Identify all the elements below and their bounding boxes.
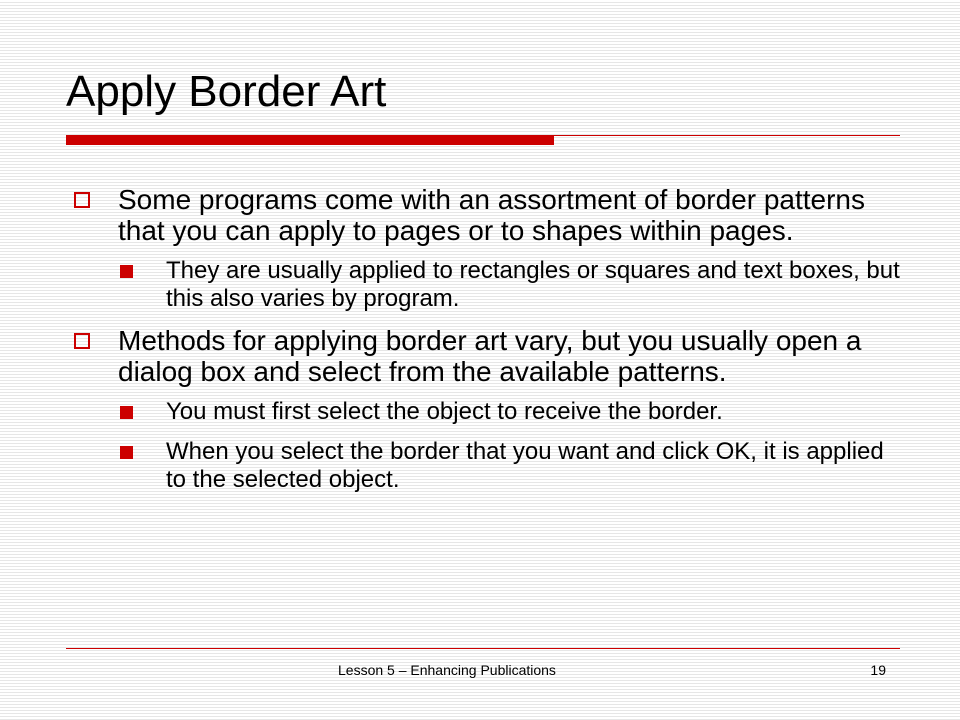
bullet-level2 <box>74 438 900 494</box>
hollow-square-bullet-icon <box>74 192 90 208</box>
filled-square-bullet-icon <box>120 265 133 278</box>
slide-content <box>74 184 900 506</box>
bullet-text: Some programs come with an assortment of border patterns that you can apply to pages or to shapes within pages. <box>118 184 866 246</box>
title-underline-thin <box>554 135 900 136</box>
filled-square-bullet-icon <box>120 406 133 419</box>
footer-text: Lesson 5 – Enhancing Publications <box>338 662 556 678</box>
title-underline-thick <box>66 135 554 145</box>
page-number: 19 <box>870 662 886 678</box>
filled-square-bullet-icon <box>120 446 133 459</box>
hollow-square-bullet-icon <box>74 333 90 349</box>
bullet-text: They are usually applied to rectangles or squares and text boxes, but this also varies by program. <box>166 257 900 312</box>
slide-title: Apply Border Art <box>66 67 387 116</box>
bullet-level1 <box>74 184 900 246</box>
bullet-level1 <box>74 325 900 387</box>
footer-divider <box>66 648 900 649</box>
bullet-level2 <box>74 257 900 313</box>
bullet-text: You must first select the object to receive the border. <box>166 398 723 425</box>
bullet-level2 <box>74 398 900 426</box>
bullet-text: Methods for applying border art vary, but you usually open a dialog box and select from the available patterns. <box>118 325 862 387</box>
bullet-text: When you select the border that you want and click OK, it is applied to the selected object. <box>166 438 884 493</box>
